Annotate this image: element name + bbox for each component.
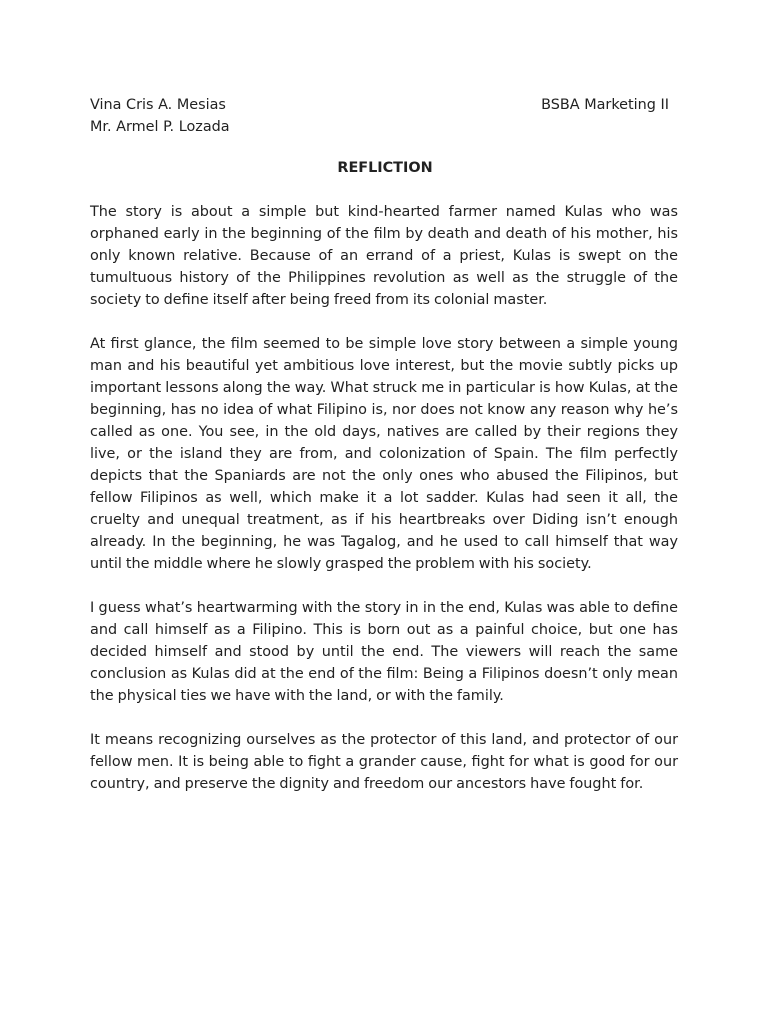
paragraph-4: It means recognizing ourselves as the protector of this land, and protector of our fellow men. It is being able to fight a grander cause, fight for what is good for our country, and preserve the dignity and freedom our ancestors have fought for.	[90, 732, 678, 792]
course-label: BSBA Marketing II	[541, 97, 669, 113]
author-name: Vina Cris A. Mesias	[90, 97, 226, 113]
paragraph-2: At first glance, the film seemed to be simple love story between a simple young man and his beautiful yet ambitious love interest, but the movie subtly picks up important lessons along the way. What struck me in particular is how Kulas, at the beginning, has no idea of what Filipino is, nor does not know any reason why he’s called as one. You see, in the old days, natives are called by their regions they live, or the island they are from, and colonization of Spain. The film perfectly depicts that the Spaniards are not the only ones who abused the Filipinos, but fellow Filipinos as well, which make it a lot sadder. Kulas had seen it all, the cruelty and unequal treatment, as if his heartbreaks over Diding isn’t enough already. In the beginning, he was Tagalog, and he used to call himself that way until the middle where he slowly grasped the problem with his society.	[90, 336, 678, 572]
header-row-2	[90, 116, 680, 138]
paragraph-1: The story is about a simple but kind-hearted farmer named Kulas who was orphaned early in the beginning of the film by death and death of his mother, his only known relative. Because of an errand of a priest, Kulas is swept on the tumultuous history of the Philippines revolution as well as the struggle of the society to define itself after being freed from its colonial master.	[90, 204, 678, 308]
document-title: REFLICTION	[337, 160, 433, 176]
instructor-name: Mr. Armel P. Lozada	[90, 119, 230, 135]
paragraph-3: I guess what’s heartwarming with the story in in the end, Kulas was able to define and call himself as a Filipino. This is born out as a painful choice, but one has decided himself and stood by until the end. The viewers will reach the same conclusion as Kulas did at the end of the film: Being a Filipinos doesn’t only mean the physical ties we have with the land, or with the family.	[90, 600, 678, 704]
document-body	[90, 201, 678, 817]
document-header	[90, 94, 680, 138]
header-row-1	[90, 94, 680, 116]
